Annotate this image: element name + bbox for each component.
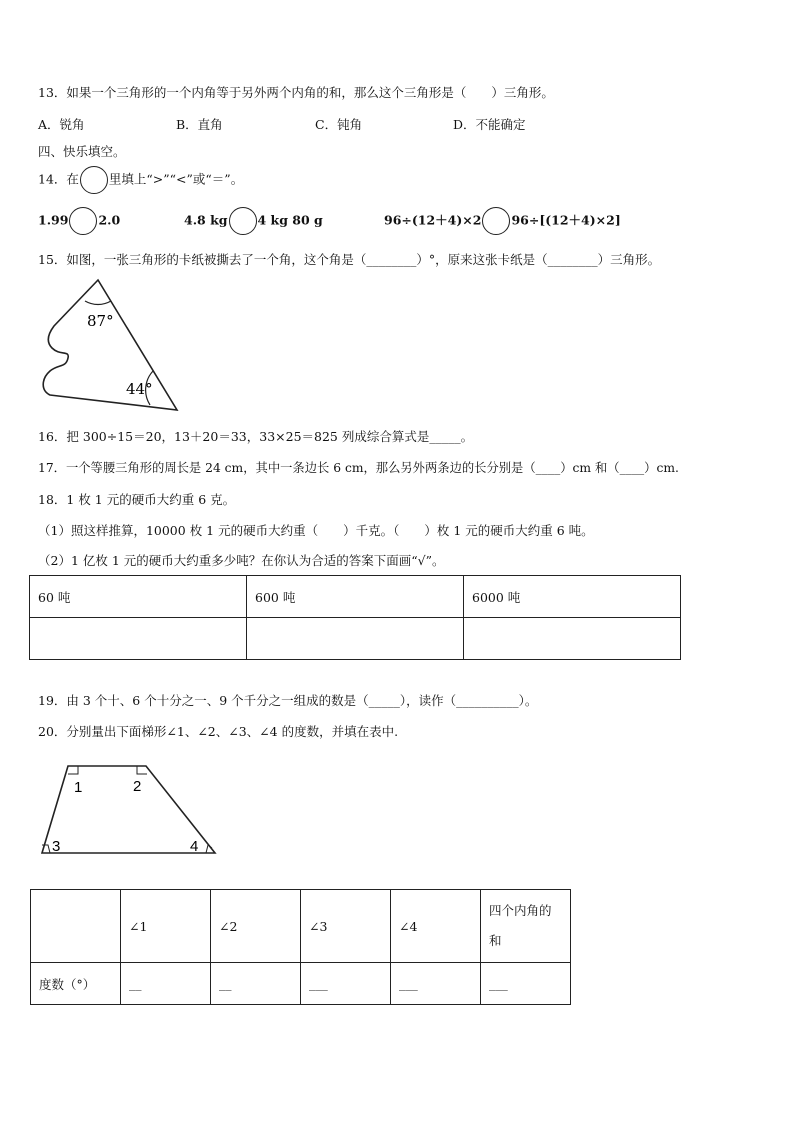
q14-instruction [38, 166, 243, 194]
q13-option-c: C．钝角 [315, 117, 363, 132]
compare-circle-2[interactable] [229, 207, 257, 235]
angle-3-label: 3 [52, 838, 61, 855]
q14-prefix: 14．在 [38, 171, 79, 187]
row-label: 度数（°） [31, 963, 121, 1005]
angle-1-label: 1 [74, 779, 83, 796]
answer-cell-6000[interactable] [464, 618, 681, 660]
header-angle1: ∠1 [121, 890, 211, 963]
blank-angle2[interactable]: __ [211, 963, 301, 1005]
q20-text: 20．分别量出下面梯形∠1、∠2、∠3、∠4 的度数，并填在表中. [38, 724, 399, 739]
choice-60: 60 吨 [30, 576, 247, 618]
header-angle4: ∠4 [391, 890, 481, 963]
q13-option-d: D．不能确定 [453, 117, 526, 132]
angle-4-label: 4 [190, 838, 199, 855]
top-angle-arc [85, 301, 111, 304]
angle1-mark [68, 766, 78, 774]
q14-suffix: 里填上“>”“<”或“＝”。 [108, 171, 244, 187]
q18-sub1: （1）照这样推算，10000 枚 1 元的硬币大约重（ ）千克。（ ）枚 1 元的硬币大约重 6 吨。 [38, 523, 594, 538]
angle-label-top: 87° [87, 312, 114, 330]
header-angle3: ∠3 [301, 890, 391, 963]
q13-option-b: B．直角 [176, 117, 223, 132]
q13-option-a: A．锐角 [38, 117, 85, 132]
angle-2-label: 2 [133, 778, 142, 795]
q14-item3-left: 96÷(12＋4)×2 [384, 212, 482, 228]
torn-triangle-figure [40, 278, 190, 414]
q13-text: 13．如果一个三角形的一个内角等于另外两个内角的和，那么这个三角形是（ ）三角形。 [38, 85, 554, 100]
header-sum: 四个内角的和 [481, 890, 571, 963]
q14-item1-left: 1.99 [38, 212, 69, 228]
section-heading: 四、快乐填空。 [38, 144, 126, 159]
q14-item-3 [384, 207, 621, 235]
q15-text: 15．如图，一张三角形的卡纸被撕去了一个角，这个角是（________）°，原来这张卡纸是（________）三角形。 [38, 252, 661, 267]
triangle-outline [43, 280, 177, 410]
answer-cell-600[interactable] [247, 618, 464, 660]
q14-item1-right: 2.0 [98, 212, 121, 228]
q14-item3-right: 96÷[(12＋4)×2] [511, 212, 621, 228]
trapezoid-figure [40, 762, 220, 857]
blank-sum[interactable]: ___ [481, 963, 571, 1005]
q14-item2-left: 4.8 kg [184, 212, 228, 228]
compare-circle-icon [80, 166, 108, 194]
blank-angle1[interactable]: __ [121, 963, 211, 1005]
angle-table [30, 889, 571, 1005]
angle-label-bottom: 44° [126, 380, 153, 398]
q17-text: 17．一个等腰三角形的周长是 24 cm，其中一条边长 6 cm，那么另外两条边的长分别是（____）cm 和（____）cm. [38, 461, 679, 475]
q16-text: 16．把 300÷15＝20，13＋20＝33，33×25＝825 列成综合算式是_____。 [38, 429, 474, 444]
q14-item2-right: 4 kg 80 g [257, 212, 323, 228]
compare-circle-1[interactable] [69, 207, 97, 235]
header-angle2: ∠2 [211, 890, 301, 963]
blank-angle4[interactable]: ___ [391, 963, 481, 1005]
answer-cell-60[interactable] [30, 618, 247, 660]
blank-angle3[interactable]: ___ [301, 963, 391, 1005]
angle2-mark [137, 766, 147, 774]
q19-text: 19．由 3 个十、6 个十分之一、9 个千分之一组成的数是（_____），读作（__________）。 [38, 693, 538, 708]
q14-item-1 [38, 207, 120, 235]
choice-600: 600 吨 [247, 576, 464, 618]
choice-6000: 6000 吨 [464, 576, 681, 618]
q14-item-2 [184, 207, 323, 235]
q18-sub2: （2）1 亿枚 1 元的硬币大约重多少吨？在你认为合适的答案下面画“√”。 [38, 553, 445, 568]
angle-table-corner [31, 890, 121, 963]
q18-answer-table [29, 575, 681, 660]
compare-circle-3[interactable] [482, 207, 510, 235]
q18-text: 18．1 枚 1 元的硬币大约重 6 克。 [38, 492, 236, 507]
